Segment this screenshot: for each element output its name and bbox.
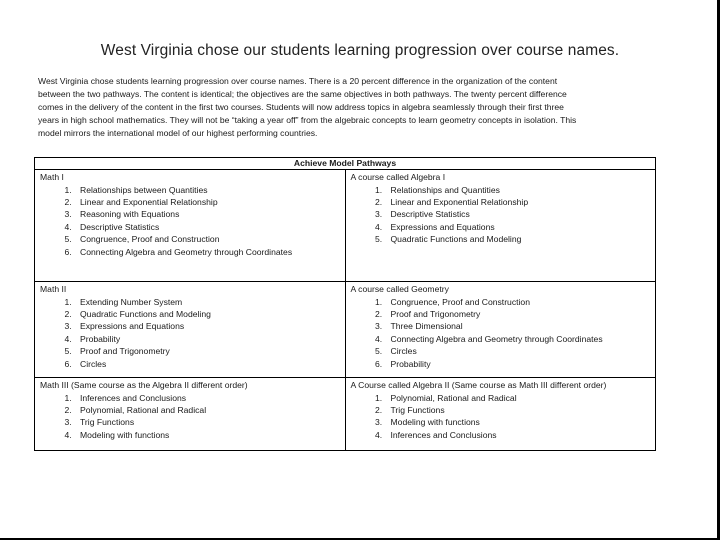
table-row xyxy=(35,378,656,451)
list-item: 2. Proof and Trigonometry xyxy=(385,308,651,320)
list-item: 5. Proof and Trigonometry xyxy=(74,345,340,357)
list-item: 1. Extending Number System xyxy=(74,296,340,308)
list-item: 4. Connecting Algebra and Geometry through Coordinates xyxy=(385,333,651,345)
algebra-i-cell xyxy=(345,170,656,282)
intro-line: model mirrors the international model of our highest performing countries. xyxy=(38,127,318,138)
math-i-cell xyxy=(35,170,346,282)
list-item: 3. Three Dimensional xyxy=(385,320,651,332)
list-item: 2. Quadratic Functions and Modeling xyxy=(74,308,340,320)
list-item: 3. Trig Functions xyxy=(74,416,340,428)
list-item: 3. Descriptive Statistics xyxy=(385,208,651,220)
list-item: 1. Relationships and Quantities xyxy=(385,184,651,196)
course-title: A course called Geometry xyxy=(350,284,449,294)
course-title: A Course called Algebra II (Same course as Math III different order) xyxy=(350,380,607,390)
table-heading-row xyxy=(35,158,656,170)
intro-line: years in high school mathematics. They will not be “taking a year off” from the algebraic concepts to learn geometry concepts in isolation. This xyxy=(38,114,577,125)
list-item: 6. Probability xyxy=(385,358,651,370)
list-item: 5. Quadratic Functions and Modeling xyxy=(385,233,651,245)
list-item: 5. Congruence, Proof and Construction xyxy=(74,233,340,245)
list-item: 4. Inferences and Conclusions xyxy=(385,429,651,441)
list-item: 3. Expressions and Equations xyxy=(74,320,340,332)
list-item: 3. Reasoning with Equations xyxy=(74,208,340,220)
list-item: 6. Connecting Algebra and Geometry through Coordinates xyxy=(74,246,340,258)
list-item: 1. Relationships between Quantities xyxy=(74,184,340,196)
list-item: 4. Expressions and Equations xyxy=(385,221,651,233)
topic-list xyxy=(351,392,651,442)
topic-list xyxy=(40,392,340,442)
list-item: 1. Polynomial, Rational and Radical xyxy=(385,392,651,404)
list-item: 2. Trig Functions xyxy=(385,404,651,416)
list-item: 4. Descriptive Statistics xyxy=(74,221,340,233)
intro-line: comes in the delivery of the content in the first two courses. Students will now address topics in algebra seamlessly through their first three xyxy=(38,101,564,112)
list-item: 2. Linear and Exponential Relationship xyxy=(74,196,340,208)
list-item: 1. Inferences and Conclusions xyxy=(74,392,340,404)
intro-line: West Virginia chose students learning progression over course names. There is a 20 percent difference in the organization of the content xyxy=(38,76,558,86)
list-item: 2. Polynomial, Rational and Radical xyxy=(74,404,340,416)
list-item: 2. Linear and Exponential Relationship xyxy=(385,196,651,208)
intro-paragraph xyxy=(38,75,660,140)
course-title: Math III (Same course as the Algebra II different order) xyxy=(40,380,248,390)
page-title: West Virginia chose our students learning progression over course names. xyxy=(100,42,620,59)
math-iii-cell xyxy=(35,378,346,451)
list-item: 3. Modeling with functions xyxy=(385,416,651,428)
course-title: Math I xyxy=(40,172,64,182)
topic-list xyxy=(40,184,340,258)
geometry-cell xyxy=(345,282,656,378)
algebra-ii-cell xyxy=(345,378,656,451)
table-row xyxy=(35,170,656,282)
topic-list xyxy=(40,296,340,370)
list-item: 5. Circles xyxy=(385,345,651,357)
table-heading: Achieve Model Pathways xyxy=(35,158,656,170)
table-row xyxy=(35,282,656,378)
topic-list xyxy=(351,296,651,370)
intro-line: between the two pathways. The content is identical; the objectives are the same objectives in both pathways. The twenty percent difference xyxy=(38,88,567,99)
list-item: 4. Modeling with functions xyxy=(74,429,340,441)
list-item: 4. Probability xyxy=(74,333,340,345)
math-ii-cell xyxy=(35,282,346,378)
topic-list xyxy=(351,184,651,246)
list-item: 1. Congruence, Proof and Construction xyxy=(385,296,651,308)
course-title: Math II xyxy=(40,284,67,294)
pathways-table xyxy=(34,157,656,451)
course-title: A course called Algebra I xyxy=(350,172,446,182)
list-item: 6. Circles xyxy=(74,358,340,370)
